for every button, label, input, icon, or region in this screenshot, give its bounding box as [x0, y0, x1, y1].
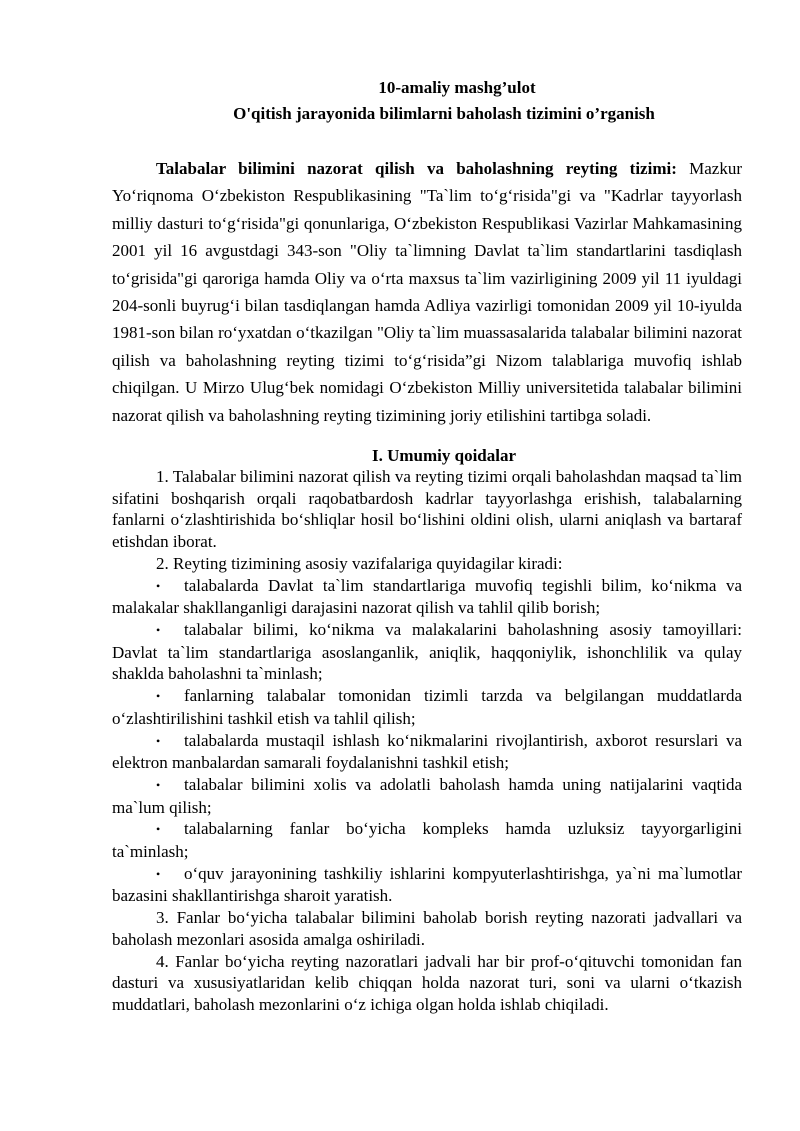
bullet-icon: • — [156, 689, 161, 704]
paragraph-4: 4. Fanlar bo‘yicha reyting nazoratlari jadvali har bir prof-o‘qituvchi tomonidan fan dasturi va xususiyatlaridan kelib chiqqan holda nazorat turi, soni va ularni o‘tkazish muddatlari, baholash mezonlarini o‘z ichiga olgan holda ishlab chiqiladi. — [112, 951, 742, 1014]
bullet-item — [112, 685, 742, 729]
bullet-item — [112, 863, 742, 907]
bullet-text: talabalarda mustaqil ishlash ko‘nikmalarini rivojlantirish, axborot resurslari va elektron manbalardan samarali foydalanishni tashkil etish; — [112, 730, 742, 773]
document-page — [112, 70, 742, 1016]
bullet-icon: • — [156, 777, 161, 792]
document-title: 10-amaliy mashg’ulot — [378, 78, 536, 97]
bullet-text: talabalarning fanlar bo‘yicha kompleks hamda uzluksiz tayyorgarligini ta`minlash; — [112, 819, 742, 862]
bullet-text: fanlarning talabalar tomonidan tizimli tarzda va belgilangan muddatlarda o‘zlashtirilishini tashkil etish va tahlil qilish; — [112, 686, 742, 728]
bullet-text: talabalarda Davlat ta`lim standartlariga muvofiq tegishli bilim, ko‘nikma va malakalar shakllanganligi darajasini nazorat qilish va tahlil qilib borish; — [112, 575, 742, 618]
bullet-text: o‘quv jarayonining tashkiliy ishlarini kompyuterlashtirishga, ya`ni ma`lumotlar bazasini shakllantirishga sharoit yaratish. — [112, 863, 742, 906]
bullet-text: talabalar bilimini xolis va adolatli baholash hamda uning natijalarini vaqtida ma`lum qilish; — [112, 774, 742, 817]
bullet-item — [112, 730, 742, 774]
bullet-item — [112, 774, 742, 818]
bullet-icon: • — [156, 733, 161, 748]
bullet-icon: • — [156, 866, 161, 881]
section-title: I. Umumiy qoidalar — [371, 446, 517, 466]
bullet-icon: • — [156, 578, 161, 593]
bullet-item — [112, 818, 742, 862]
bullet-item — [112, 575, 742, 619]
bullet-text: talabalar bilimi, ko‘nikma va malakalarini baholashning asosiy tamoyillari: Davlat ta`lim standartlariga asoslanganlik, aniqlik, haqqoniylik, ishonchlilik va qulay shaklda baholashni ta`minlash; — [112, 619, 742, 684]
bullet-icon: • — [156, 622, 161, 637]
intro-paragraph — [112, 155, 742, 429]
paragraph-2: 2. Reyting tizimining asosiy vazifalariga quyidagilar kiradi: — [156, 553, 563, 573]
intro-text: Mazkur Yo‘riqnoma O‘zbekiston Respublikasining "Ta`lim to‘g‘risida"gi va "Kadrlar tayyorlash milliy dasturi to‘g‘risida"gi qonunlariga, O‘zbekiston Respublikasi Vazirlar Mahkamasining 2001 yil 16 avgustdagi 343-son "Oliy ta`limning Davlat ta`lim standartlarini tasdiqlash to‘grisida"gi qaroriga hamda Oliy va o‘rta maxsus ta`lim vazirligining 2009 yil 11 iyuldagi 204-sonli buyrug‘i bilan tasdiqlangan hamda Adliya vazirligi tomonidan 2009 yil 10-iyulda 1981-son bilan ro‘yxatdan o‘tkazilgan "Oliy ta`lim muassasalarida talabalar bilimini nazorat qilish va baholashning reyting tizimi to‘g‘risida”gi Nizom talablariga muvofiq ishlab chiqilgan. U Mirzo Ulug‘bek nomidagi O‘zbekiston Milliy universitetida talabalar bilimini nazorat qilish va baholashning reyting tizimining joriy etilishini tartibga soladi. — [112, 159, 742, 425]
paragraph-1: 1. Talabalar bilimini nazorat qilish va reyting tizimi orqali baholashdan maqsad ta`lim sifatini boshqarish orqali raqobatbardosh kadrlar tayyorlashga erishish, talabalarning fanlarni o‘zlashtirishida bo‘shliqlar hosil bo‘lishini oldini olish, ularni aniqlash va bartaraf etishdan iborat. — [112, 467, 742, 552]
bullet-icon: • — [156, 822, 161, 837]
intro-heading: Talabalar bilimini nazorat qilish va baholashning reyting tizimi: — [156, 159, 677, 178]
paragraph-3: 3. Fanlar bo‘yicha talabalar bilimini baholab borish reyting nazorati jadvallari va baholash mezonlari asosida amalga oshiriladi. — [112, 908, 742, 949]
bullet-item — [112, 619, 742, 685]
document-subtitle: O'qitish jarayonida bilimlarni baholash tizimini o’rganish — [233, 104, 655, 123]
